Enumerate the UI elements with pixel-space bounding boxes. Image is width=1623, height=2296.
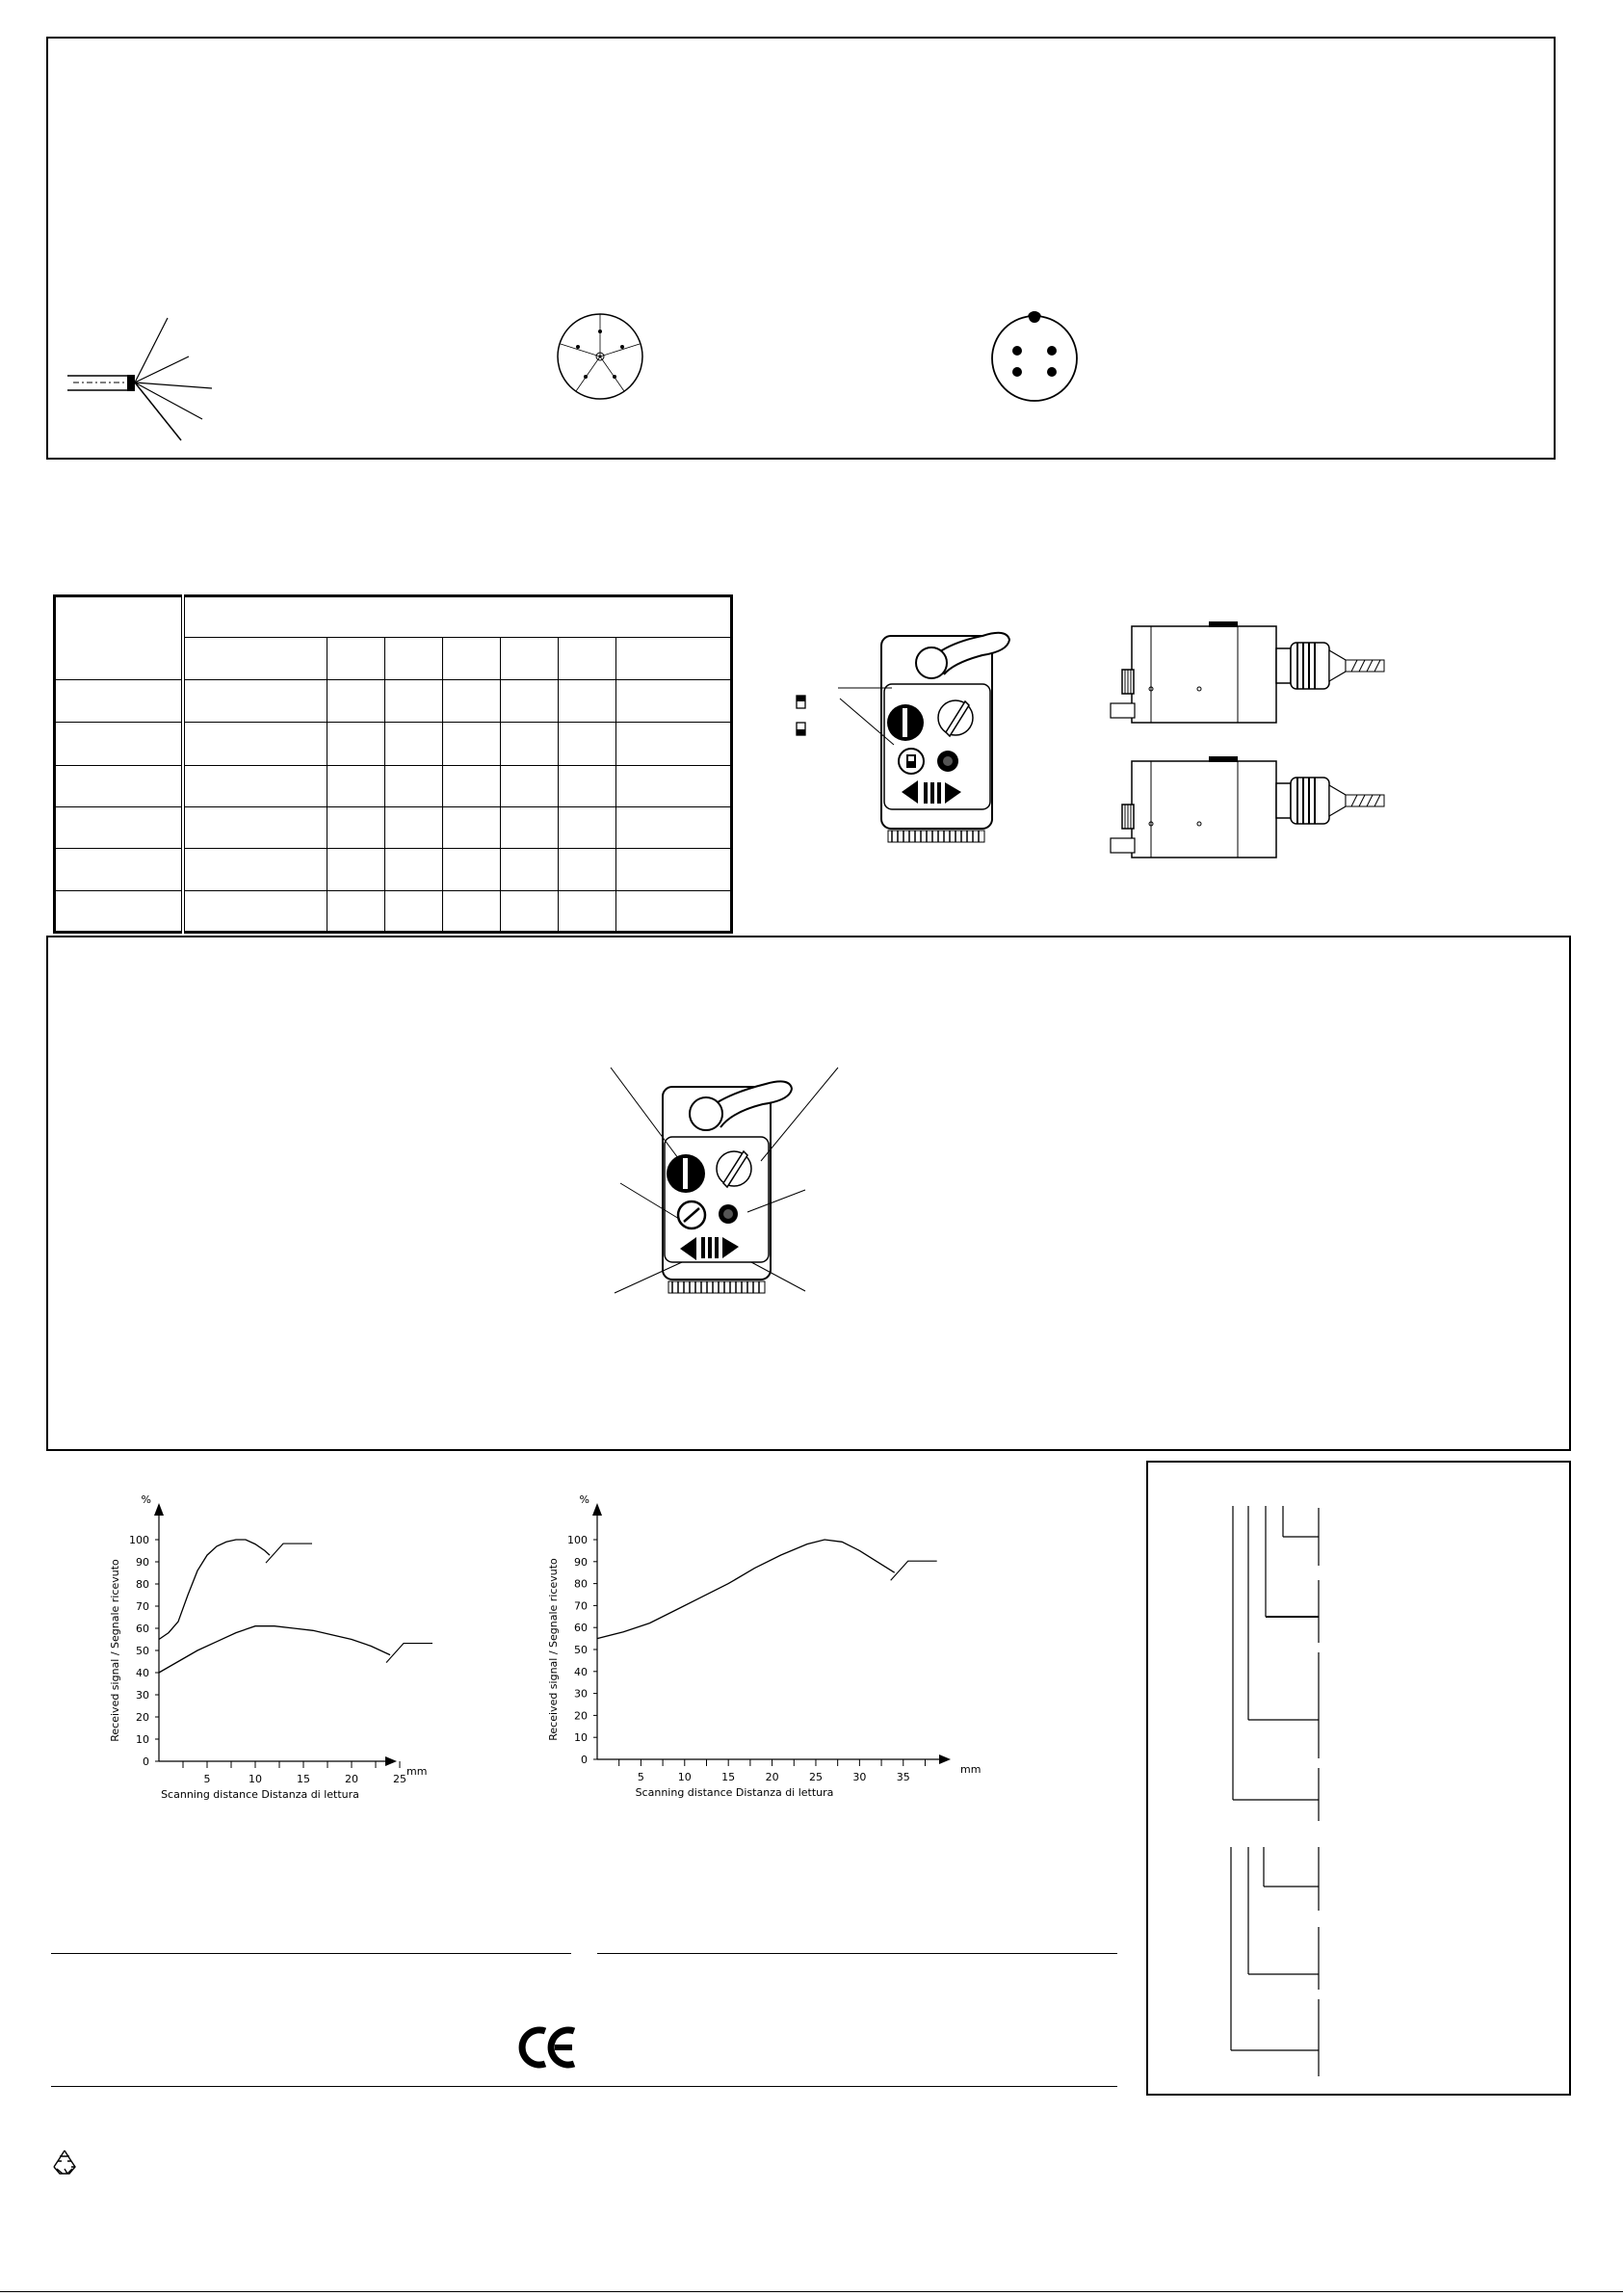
- table-cell: [327, 638, 385, 679]
- table-cell: [443, 890, 501, 932]
- y-tick-label: 100: [129, 1534, 149, 1546]
- table-cell: [55, 723, 184, 765]
- table-cell: [443, 849, 501, 890]
- table-cell: [327, 723, 385, 765]
- table-cell: [55, 849, 184, 890]
- table-cell: [327, 849, 385, 890]
- connector-4pin-icon: [989, 313, 1080, 404]
- x-tick-label: 25: [808, 1771, 823, 1783]
- x-tick-label: 20: [765, 1771, 779, 1783]
- x-tick-label: 35: [896, 1771, 910, 1783]
- table-cell: [327, 679, 385, 722]
- series-leader-2: [386, 1644, 432, 1663]
- table-cell: [385, 638, 443, 679]
- table-cell: [55, 806, 184, 848]
- table-cell: [559, 679, 616, 722]
- y-tick-label: 0: [581, 1754, 588, 1766]
- table-cell: [501, 890, 559, 932]
- table-cell: [501, 723, 559, 765]
- x-axis-arrow: [385, 1756, 397, 1766]
- x-tick-label: 15: [297, 1773, 310, 1785]
- table-row: [55, 890, 732, 932]
- y-tick-label: 70: [574, 1599, 588, 1613]
- x-axis-title: Scanning distance Distanza di lettura: [635, 1786, 834, 1799]
- timing-diagram: [1223, 1498, 1348, 2086]
- series-line-2: [159, 1626, 390, 1673]
- table-cell: [559, 638, 616, 679]
- x-tick-label: 25: [393, 1773, 406, 1785]
- table-cell: [183, 638, 327, 679]
- table-cell: [183, 765, 327, 806]
- table-cell: [385, 806, 443, 848]
- table-cell: [55, 890, 184, 932]
- x-unit-label: mm: [406, 1765, 428, 1778]
- y-unit-label: %: [141, 1493, 151, 1506]
- table-cell: [183, 806, 327, 848]
- table-row: [55, 765, 732, 806]
- y-tick-label: 20: [574, 1709, 588, 1723]
- table-cell: [443, 679, 501, 722]
- table-header-cell: [55, 596, 184, 680]
- y-tick-label: 40: [574, 1665, 588, 1678]
- table-cell: [443, 638, 501, 679]
- y-tick-label: 50: [574, 1644, 588, 1656]
- y-tick-label: 90: [136, 1556, 149, 1569]
- divider-left: [51, 1953, 571, 1954]
- x-axis-arrow: [939, 1755, 951, 1764]
- x-axis-title: Scanning distance Distanza di lettura: [161, 1788, 359, 1801]
- y-tick-label: 60: [136, 1623, 149, 1635]
- table-cell: [616, 806, 732, 848]
- table-cell: [501, 806, 559, 848]
- table-row: [55, 679, 732, 722]
- sensor-side-view-top: [1093, 621, 1392, 737]
- table-cell: [616, 723, 732, 765]
- y-tick-label: 60: [574, 1622, 588, 1635]
- y-tick-label: 70: [136, 1600, 149, 1613]
- x-tick-label: 5: [637, 1771, 644, 1783]
- table-cell: [559, 806, 616, 848]
- connector-6pin-icon: [555, 311, 645, 402]
- series-line-1: [159, 1540, 270, 1640]
- table-cell: [183, 723, 327, 765]
- table-cell: [385, 765, 443, 806]
- table-cell: [385, 849, 443, 890]
- ce-mark-icon: [518, 2025, 580, 2070]
- y-tick-label: 50: [136, 1645, 149, 1657]
- spec-table: [53, 594, 733, 934]
- table-cell: [616, 638, 732, 679]
- table-cell: [501, 849, 559, 890]
- bottom-edge-line: [0, 2291, 1623, 2292]
- table-cell: [616, 765, 732, 806]
- table-cell: [559, 723, 616, 765]
- y-tick-label: 80: [574, 1577, 588, 1591]
- table-cell: [501, 638, 559, 679]
- y-tick-label: 10: [574, 1731, 588, 1745]
- y-axis-arrow: [154, 1503, 164, 1516]
- y-axis-arrow: [592, 1503, 602, 1516]
- table-row: [55, 849, 732, 890]
- table-cell: [327, 806, 385, 848]
- table-cell: [55, 765, 184, 806]
- chart-received-signal-1: [96, 1489, 443, 1816]
- table-cell: [616, 679, 732, 722]
- x-tick-label: 5: [203, 1773, 211, 1785]
- series-leader-1: [891, 1561, 937, 1580]
- table-cell: [327, 765, 385, 806]
- table-cell: [559, 849, 616, 890]
- y-tick-label: 30: [136, 1689, 149, 1702]
- table-cell: [616, 849, 732, 890]
- x-tick-label: 15: [721, 1771, 736, 1783]
- table-cell: [559, 890, 616, 932]
- table-cell: [443, 765, 501, 806]
- y-tick-label: 10: [136, 1733, 149, 1746]
- divider-bottom: [51, 2086, 1117, 2087]
- table-header-cell: [183, 596, 732, 638]
- x-tick-label: 30: [852, 1771, 867, 1783]
- y-tick-label: 40: [136, 1667, 149, 1679]
- table-cell: [385, 679, 443, 722]
- sensor-side-view-bottom: [1093, 756, 1392, 872]
- table-cell: [385, 890, 443, 932]
- series-line-1: [597, 1540, 895, 1639]
- y-unit-label: %: [579, 1493, 589, 1506]
- table-cell: [183, 890, 327, 932]
- y-tick-label: 80: [136, 1578, 149, 1591]
- table-row: [55, 596, 732, 638]
- y-tick-label: 0: [143, 1755, 149, 1768]
- table-cell: [501, 765, 559, 806]
- table-cell: [616, 890, 732, 932]
- y-axis-title: Received signal / Segnale ricevuto: [109, 1559, 121, 1742]
- table-cell: [183, 849, 327, 890]
- table-cell: [55, 679, 184, 722]
- divider-right: [597, 1953, 1117, 1954]
- y-tick-label: 100: [567, 1534, 588, 1546]
- recycle-icon: [50, 2148, 79, 2177]
- table-cell: [559, 765, 616, 806]
- table-cell: [443, 806, 501, 848]
- x-tick-label: 10: [677, 1771, 692, 1783]
- table-cell: [385, 723, 443, 765]
- table-cell: [501, 679, 559, 722]
- sensor-face-small: [828, 617, 1031, 848]
- connections-panel: [46, 37, 1556, 460]
- x-unit-label: mm: [960, 1763, 982, 1776]
- timing-diagram-panel: [1146, 1461, 1571, 2096]
- table-cell: [327, 890, 385, 932]
- cable-wires-icon: [64, 313, 227, 448]
- y-tick-label: 30: [574, 1687, 588, 1701]
- table-row: [55, 723, 732, 765]
- slide-switch-icon: [795, 694, 808, 742]
- x-tick-label: 20: [345, 1773, 358, 1785]
- sensor-face-large: [607, 1060, 857, 1310]
- series-leader-1: [266, 1544, 312, 1563]
- table-cell: [183, 679, 327, 722]
- y-tick-label: 90: [574, 1555, 588, 1569]
- y-tick-label: 20: [136, 1711, 149, 1724]
- table-row: [55, 806, 732, 848]
- x-tick-label: 10: [249, 1773, 262, 1785]
- table-cell: [443, 723, 501, 765]
- y-axis-title: Received signal / Segnale ricevuto: [547, 1558, 560, 1741]
- chart-received-signal-2: [535, 1489, 997, 1816]
